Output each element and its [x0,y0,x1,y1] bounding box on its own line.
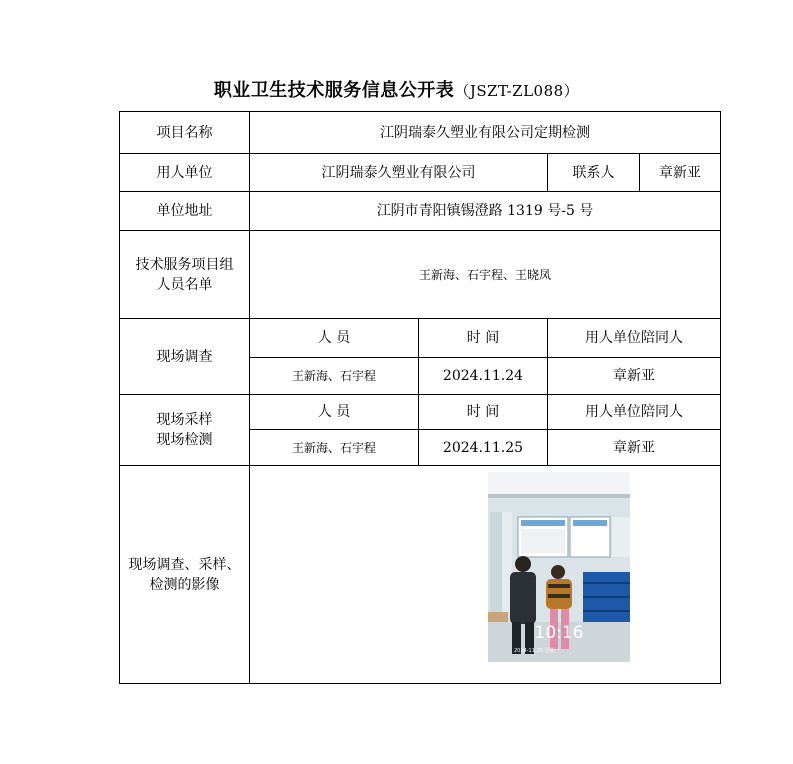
sampling-people: 王新海、石宇程 [250,430,419,466]
sampling-label [120,395,250,466]
row-sampling-header [120,395,721,430]
team-label [120,231,250,319]
survey-date: 2024.11.24 [419,358,548,395]
row-team [120,231,721,319]
survey-header-escort: 用人单位陪同人 [548,319,721,358]
employer-label: 用人单位 [120,154,250,192]
survey-people: 王新海、石宇程 [250,358,419,395]
title-text: 职业卫生技术服务信息公开表 [213,80,455,101]
site-photo [488,472,630,662]
contact-value: 章新亚 [640,154,721,192]
employer-value: 江阴瑞泰久塑业有限公司 [250,154,548,192]
row-images [120,466,721,684]
address-label: 单位地址 [120,192,250,231]
contact-label: 联系人 [548,154,640,192]
row-survey-header [120,319,721,358]
title-code: （JSZT-ZL088） [454,82,580,100]
page-title [0,76,793,102]
survey-header-people: 人 员 [250,319,419,358]
info-table [119,111,721,684]
images-label-line1: 现场调查、采样、 [128,556,241,573]
photo-time: 10:16 [534,623,584,643]
team-label-line1: 技术服务项目组 [135,256,234,273]
row-address [120,192,721,231]
project-label: 项目名称 [120,112,250,154]
row-employer [120,154,721,192]
team-label-line2: 人员名单 [156,276,213,293]
sampling-escort: 章新亚 [548,430,721,466]
project-value: 江阴瑞泰久塑业有限公司定期检测 [250,112,721,154]
sampling-header-people: 人 员 [250,395,419,430]
sampling-header-escort: 用人单位陪同人 [548,395,721,430]
sampling-date: 2024.11.25 [419,430,548,466]
sampling-label-line2: 现场检测 [156,432,213,448]
address-value: 江阴市青阳镇锡澄路 1319 号-5 号 [250,192,721,231]
images-cell [250,466,721,684]
team-value: 王新海、石宇程、王晓凤 [250,231,721,319]
survey-header-time: 时 间 [419,319,548,358]
row-project [120,112,721,154]
sampling-label-line1: 现场采样 [156,412,213,428]
survey-label: 现场调查 [120,319,250,395]
photo-caption: 2024-11-25 星期一 [514,648,560,654]
images-label-line2: 检测的影像 [149,576,220,593]
images-label [120,466,250,684]
survey-escort: 章新亚 [548,358,721,395]
sampling-header-time: 时 间 [419,395,548,430]
